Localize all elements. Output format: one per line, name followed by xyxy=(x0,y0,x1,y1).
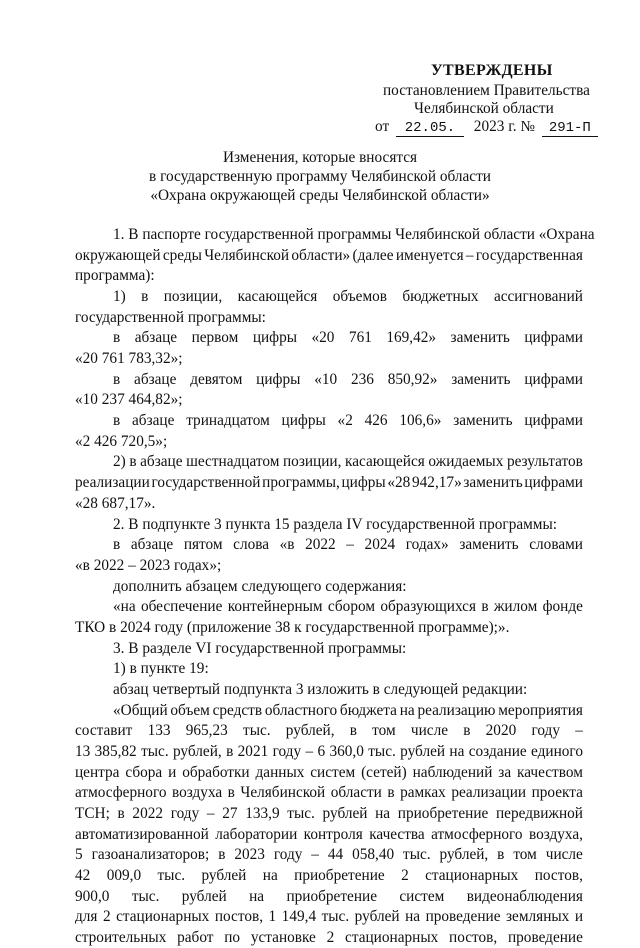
body-line: дополнить абзацем следующего содержания: xyxy=(113,577,407,595)
approval-title: УТВЕРЖДЕНЫ xyxy=(431,62,553,79)
body-line: 1) в пункте 19: xyxy=(113,660,209,678)
body-line: 5 газоанализаторов; в 2023 году – 44 058,40 тыс. рублей, в том числе xyxy=(75,846,583,864)
approval-line-2: Челябинской области xyxy=(414,100,554,117)
body-line: «20 761 783,32»; xyxy=(75,350,183,368)
body-line: автоматизированной лаборатории контроля качества атмосферного воздуха, xyxy=(75,825,583,843)
body-line: ТСН; в 2022 году – 27 133,9 тыс. рублей на приобретение передвижной xyxy=(75,805,583,823)
body-line: 42 009,0 тыс. рублей на приобретение 2 стационарных постов, xyxy=(75,867,583,885)
body-line: «Общий объем средств областного бюджета на реализацию мероприятия xyxy=(113,701,583,719)
body-line: атмосферного воздуха в Челябинской области в рамках реализации проекта xyxy=(75,784,583,802)
body-line: 900,0 тыс. рублей на приобретение систем видеонаблюдения xyxy=(75,887,583,905)
body-line: программа): xyxy=(75,267,155,285)
body-line: реализации государственной программы, цифры «28 942,17» заменить цифрами xyxy=(75,474,583,492)
approval-date-line xyxy=(375,116,598,137)
heading-line-3: «Охрана окружающей среды Челябинской области» xyxy=(150,187,490,204)
body-line: для 2 стационарных постов, 1 149,4 тыс. рублей на проведение земляных и xyxy=(75,908,583,926)
body-line: 1) в позиции, касающейся объемов бюджетных ассигнований xyxy=(113,288,583,306)
body-line: 2) в абзаце шестнадцатом позиции, касающейся ожидаемых результатов xyxy=(113,453,583,471)
body-line: в абзаце первом цифры «20 761 169,42» заменить цифрами xyxy=(113,329,583,347)
approval-line-1: постановлением Правительства xyxy=(383,82,590,99)
date-prefix: от xyxy=(375,118,390,135)
body-line: в абзаце пятом слова «в 2022 – 2024 годах» заменить словами xyxy=(113,536,583,554)
body-line: 3. В разделе VI государственной программы: xyxy=(113,639,407,657)
body-line: «10 237 464,82»; xyxy=(75,391,183,409)
body-line: «2 426 720,5»; xyxy=(75,432,168,450)
body-line: в абзаце девятом цифры «10 236 850,92» заменить цифрами xyxy=(113,370,583,388)
year-number-label: 2023 г. № xyxy=(473,118,536,135)
approval-number: 291-П xyxy=(542,120,598,137)
body-line: 13 385,82 тыс. рублей, в 2021 году – 6 360,0 тыс. рублей на создание единого xyxy=(75,743,583,760)
body-line: в абзаце тринадцатом цифры «2 426 106,6» заменить цифрами xyxy=(113,412,583,430)
body-line: «на обеспечение контейнерным сбором образующихся в жилом фонде xyxy=(113,598,583,616)
body-line: «в 2022 – 2023 годах»; xyxy=(75,556,222,574)
body-line: ТКО в 2024 году (приложение 38 к государственной программе);». xyxy=(75,618,510,636)
body-line: абзац четвертый подпункта 3 изложить в следующей редакции: xyxy=(113,680,528,698)
body-line: государственной программы: xyxy=(75,308,266,326)
body-line: окружающей среды Челябинской области» (далее именуется – государственная xyxy=(75,246,583,264)
body-line: строительных работ по установке 2 стационарных постов, проведение xyxy=(75,929,583,947)
body-line: составит 133 965,23 тыс. рублей, в том числе в 2020 году – xyxy=(75,722,583,740)
body-line: центра сбора и обработки данных систем (сетей) наблюдений за качеством xyxy=(75,763,583,781)
heading-line-2: в государственную программу Челябинской области xyxy=(149,168,491,185)
heading-line-1: Изменения, которые вносятся xyxy=(222,149,418,166)
approval-date: 22.05. xyxy=(396,120,464,137)
body-line: «28 687,17». xyxy=(75,494,156,512)
body-line: 1. В паспорте государственной программы Челябинской области «Охрана xyxy=(113,226,595,243)
body-line: 2. В подпункте 3 пункта 15 раздела IV государственной программы: xyxy=(113,515,558,533)
